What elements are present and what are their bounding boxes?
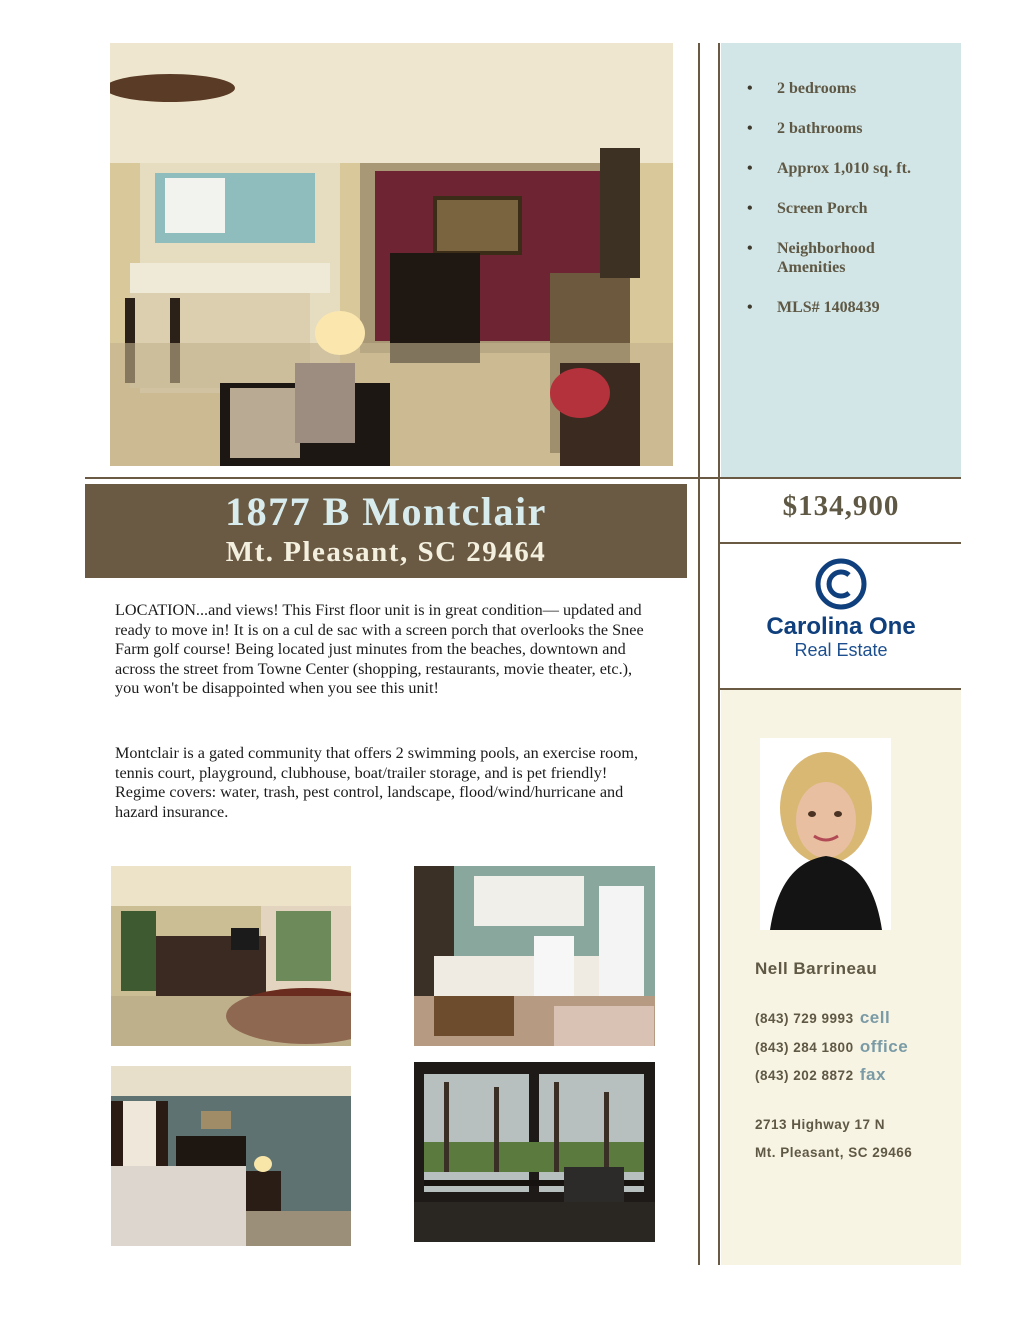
listing-price: $134,900 <box>782 490 900 522</box>
porch-view-photo <box>414 1062 655 1242</box>
brand-block <box>721 558 961 678</box>
feature-item: • 2 bathrooms <box>747 119 961 138</box>
living-room-photo <box>111 866 351 1046</box>
agent-address-line1: 2713 Highway 17 N <box>755 1117 886 1132</box>
agent-address-line2: Mt. Pleasant, SC 29466 <box>755 1145 913 1160</box>
description-paragraph: LOCATION...and views! This First floor unit is in great condition— updated and ready to move in! It is on a cul de sac with a screen porch that overlooks the Snee Farm golf course! Being located just minutes from the beaches, downtown and across the street from Towne Center (shopping, restaurants, movie theater, etc.), you won't be disappointed when you see this unit! <box>115 601 644 697</box>
agent-name: Nell Barrineau <box>755 959 878 978</box>
features-list <box>721 43 961 317</box>
phone-number: (843) 729 9993 <box>755 1011 854 1026</box>
phone-fax <box>755 1065 886 1086</box>
feature-item: • MLS# 1408439 <box>747 298 961 317</box>
horizontal-divider <box>719 542 961 544</box>
carolina-one-logo-icon <box>815 558 867 610</box>
feature-item: • Screen Porch <box>747 199 961 218</box>
kitchen-photo <box>414 866 655 1046</box>
vertical-divider <box>698 43 700 1265</box>
feature-item: • Neighborhood Amenities <box>747 239 897 277</box>
city-state-zip: Mt. Pleasant, SC 29464 <box>225 536 547 568</box>
address-banner <box>85 484 687 578</box>
vertical-divider <box>718 43 720 1265</box>
brand-name: Carolina One <box>766 613 916 640</box>
features-panel <box>721 43 961 477</box>
phone-type: office <box>859 1037 909 1056</box>
phone-office <box>755 1037 908 1058</box>
phone-type: fax <box>859 1065 886 1084</box>
street-address: 1877 B Montclair <box>225 489 547 534</box>
agent-panel <box>721 690 961 1265</box>
brand-subtitle: Real Estate <box>794 640 888 660</box>
phone-cell <box>755 1008 890 1029</box>
description-paragraph: Montclair is a gated community that offers 2 swimming pools, an exercise room, tennis court, playground, clubhouse, boat/trailer storage, and is pet friendly! Regime covers: water, trash, pest control, landscape, flood/wind/hurricane and hazard insurance. <box>115 744 638 821</box>
horizontal-divider <box>85 477 961 479</box>
main-living-room-photo <box>110 43 673 466</box>
feature-item: • 2 bedrooms <box>747 79 961 98</box>
agent-photo <box>760 738 891 930</box>
bedroom-photo <box>111 1066 351 1246</box>
feature-item: • Approx 1,010 sq. ft. <box>747 159 961 178</box>
phone-type: cell <box>859 1008 891 1027</box>
phone-number: (843) 284 1800 <box>755 1040 854 1055</box>
phone-number: (843) 202 8872 <box>755 1068 854 1083</box>
